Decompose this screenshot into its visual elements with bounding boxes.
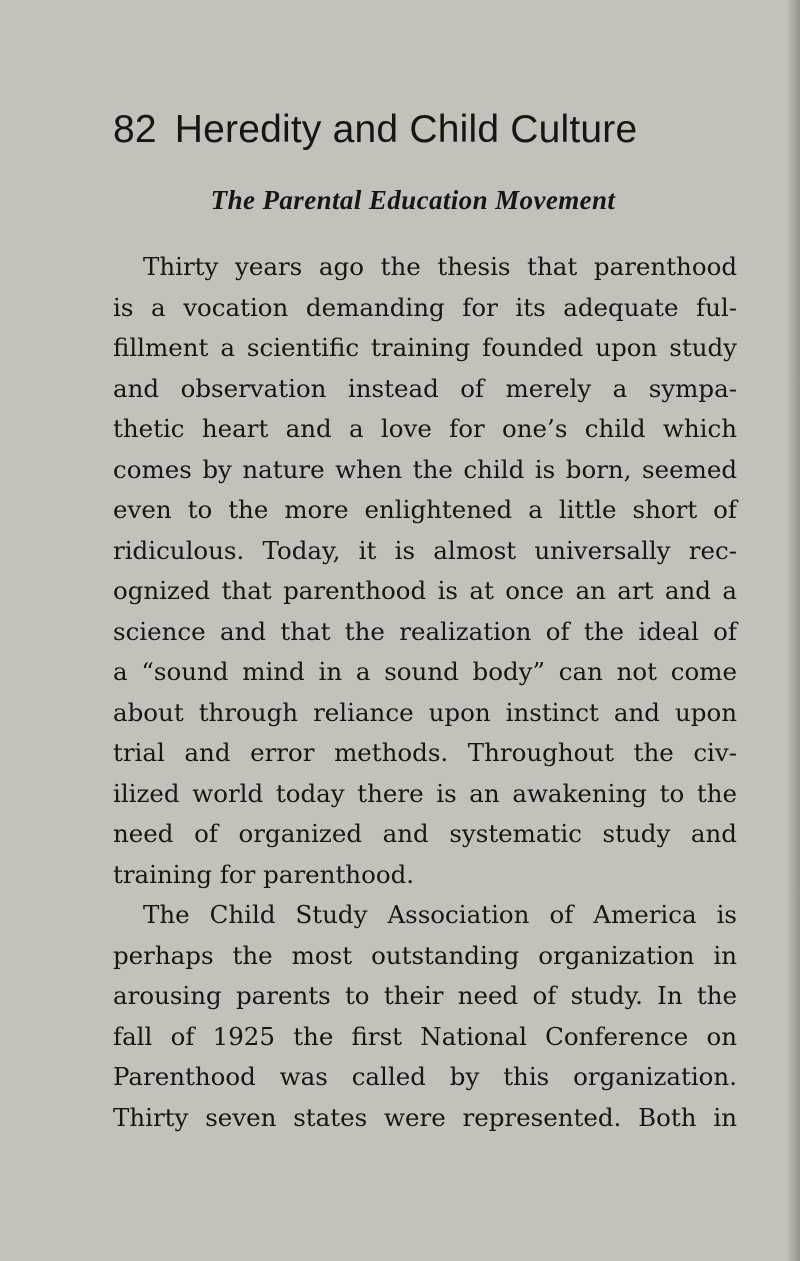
text-line: about through reliance upon instinct and upon	[113, 697, 737, 727]
text-line: fillment a scientific training founded upon study	[113, 333, 737, 362]
text-line: trial and error methods. Throughout the civ-	[113, 738, 737, 767]
text-line: perhaps the most outstanding organization in	[113, 940, 737, 970]
text-line: is a vocation demanding for its adequate ful-	[113, 292, 737, 322]
text-line: Thirty seven states were represented. Both in	[113, 1102, 737, 1132]
body-text	[113, 247, 737, 1138]
text-line: fall of 1925 the first National Conference on	[113, 1021, 737, 1051]
text-line: ognized that parenthood is at once an art and a	[113, 576, 737, 605]
text-line: arousing parents to their need of study. In the	[113, 981, 737, 1010]
text-line: thetic heart and a love for one’s child which	[113, 414, 737, 443]
text-line: even to the more enlightened a little short of	[113, 495, 737, 524]
page-edge-shadow	[786, 0, 800, 1261]
text-line: ilized world today there is an awakening to the	[113, 778, 737, 808]
text-line: comes by nature when the child is born, seemed	[113, 454, 737, 484]
text-line: ridiculous. Today, it is almost universally rec-	[113, 535, 737, 565]
text-line: science and that the realization of the ideal of	[113, 616, 737, 646]
text-line: a “sound mind in a sound body” can not come	[113, 657, 737, 686]
section-title: The Parental Education Movement	[210, 185, 616, 215]
text-line: training for parenthood.	[113, 859, 415, 889]
text-line: Thirty years ago the thesis that parenthood	[143, 252, 737, 281]
page-number: 82	[113, 108, 157, 151]
text-line: The Child Study Association of America is	[143, 900, 737, 929]
book-title: Heredity and Child Culture	[174, 108, 638, 151]
text-line: Parenthood was called by this organization.	[113, 1062, 737, 1091]
text-line: need of organized and systematic study and	[113, 819, 737, 848]
text-line: and observation instead of merely a sympa-	[113, 373, 737, 403]
running-head	[113, 104, 713, 156]
